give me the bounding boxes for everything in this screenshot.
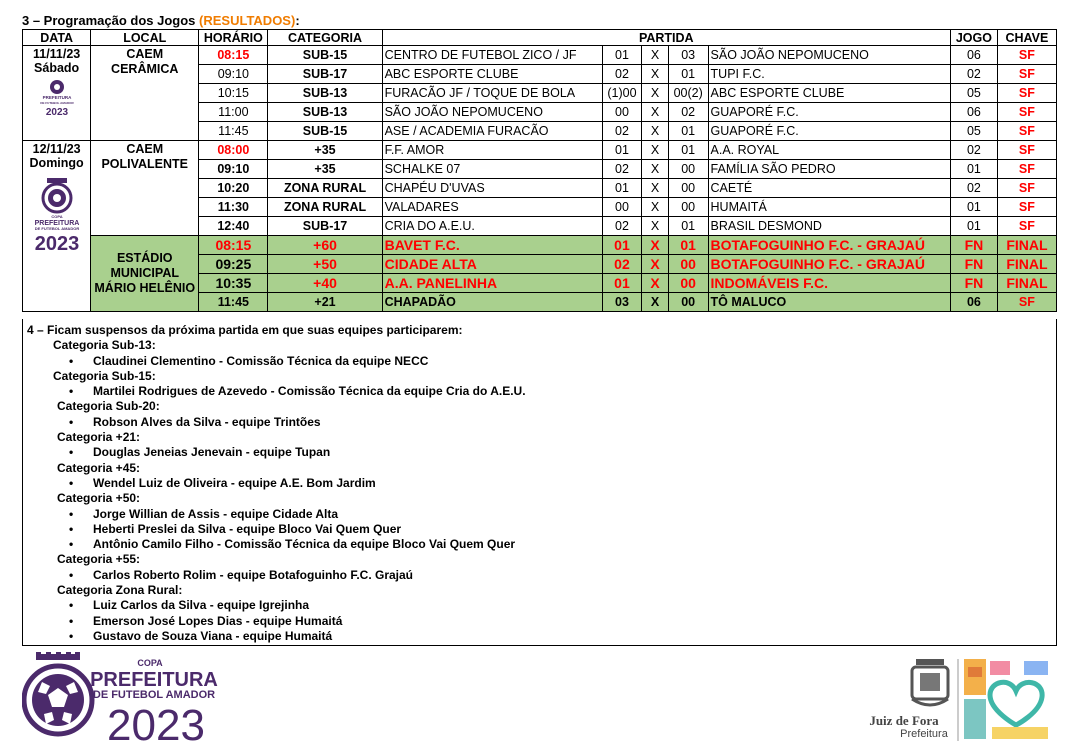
category-label: Categoria Sub-20: bbox=[57, 399, 160, 414]
home-team: ABC ESPORTE CLUBE bbox=[382, 65, 602, 84]
away-team: BRASIL DESMOND bbox=[708, 217, 950, 236]
svg-text:DE FUTEBOL AMADOR: DE FUTEBOL AMADOR bbox=[34, 226, 79, 231]
list-item: • Carlos Roberto Rolim - equipe Botafoguinho F.C. Grajaú bbox=[69, 567, 414, 582]
header-horario: HORÁRIO bbox=[199, 30, 268, 46]
game-number: 01 bbox=[950, 217, 997, 236]
svg-text:2023: 2023 bbox=[107, 701, 205, 744]
time-cell: 08:15 bbox=[199, 236, 268, 255]
svg-text:Juiz de Fora: Juiz de Fora bbox=[869, 713, 939, 728]
copa-prefeitura-logo-icon bbox=[22, 652, 252, 744]
bracket-key: SF bbox=[997, 84, 1056, 103]
header-row bbox=[23, 30, 1057, 46]
table-row bbox=[23, 141, 1057, 160]
weekday-text: Sábado bbox=[34, 61, 80, 75]
section-3-prefix: 3 – Programação dos Jogos bbox=[22, 13, 200, 28]
svg-text:2023: 2023 bbox=[34, 233, 79, 255]
home-team: ASE / ACADEMIA FURACÃO bbox=[382, 122, 602, 141]
away-team: BOTAFOGUINHO F.C. - GRAJAÚ bbox=[708, 236, 950, 255]
juiz-de-fora-logo-icon bbox=[860, 655, 1060, 743]
versus: X bbox=[642, 103, 668, 122]
category-cell: +40 bbox=[268, 274, 382, 293]
game-number: FN bbox=[950, 255, 997, 274]
home-team: CRIA DO A.E.U. bbox=[382, 217, 602, 236]
game-number: 01 bbox=[950, 198, 997, 217]
games-table bbox=[22, 29, 1057, 312]
category-label: Categoria Sub-15: bbox=[53, 368, 156, 383]
home-team: A.A. PANELINHA bbox=[382, 274, 602, 293]
away-score: 00 bbox=[668, 274, 708, 293]
time-cell: 10:15 bbox=[199, 84, 268, 103]
list-item: • Emerson José Lopes Dias - equipe Humaitá bbox=[69, 613, 343, 628]
home-score: 01 bbox=[602, 179, 642, 198]
category-cell: SUB-13 bbox=[268, 103, 382, 122]
home-team: F.F. AMOR bbox=[382, 141, 602, 160]
away-team: SÃO JOÃO NEPOMUCENO bbox=[708, 46, 950, 65]
versus: X bbox=[642, 236, 668, 255]
away-team: BOTAFOGUINHO F.C. - GRAJAÚ bbox=[708, 255, 950, 274]
home-score: 01 bbox=[602, 274, 642, 293]
home-team: SÃO JOÃO NEPOMUCENO bbox=[382, 103, 602, 122]
weekday-text: Domingo bbox=[29, 156, 84, 170]
date-cell-day2 bbox=[23, 141, 91, 312]
game-number: FN bbox=[950, 236, 997, 255]
category-cell: +35 bbox=[268, 141, 382, 160]
home-team: FURACÃO JF / TOQUE DE BOLA bbox=[382, 84, 602, 103]
game-number: 06 bbox=[950, 103, 997, 122]
category-label: Categoria +55: bbox=[57, 552, 141, 567]
away-score: 00 bbox=[668, 293, 708, 312]
away-team: GUAPORÉ F.C. bbox=[708, 122, 950, 141]
home-score: 03 bbox=[602, 293, 642, 312]
list-item: • Wendel Luiz de Oliveira - equipe A.E. Bom Jardim bbox=[69, 475, 376, 490]
away-score: 00 bbox=[668, 255, 708, 274]
time-cell: 10:35 bbox=[199, 274, 268, 293]
bracket-key: SF bbox=[997, 198, 1056, 217]
table-row bbox=[23, 236, 1057, 255]
versus: X bbox=[642, 198, 668, 217]
home-score: (1)00 bbox=[602, 84, 642, 103]
bracket-key: SF bbox=[997, 46, 1056, 65]
list-item: • Antônio Camilo Filho - Comissão Técnica da equipe Bloco Vai Quem Quer bbox=[69, 537, 516, 552]
category-label: Categoria Sub-13: bbox=[53, 338, 156, 353]
bracket-key: SF bbox=[997, 179, 1056, 198]
header-chave: CHAVE bbox=[997, 30, 1056, 46]
time-cell: 10:20 bbox=[199, 179, 268, 198]
home-team: CHAPADÃO bbox=[382, 293, 602, 312]
copa-logo-small-icon bbox=[37, 77, 77, 119]
home-team: CENTRO DE FUTEBOL ZICO / JF bbox=[382, 46, 602, 65]
home-score: 00 bbox=[602, 198, 642, 217]
section-3-highlight: (RESULTADOS) bbox=[199, 13, 296, 28]
svg-text:PREFEITURA: PREFEITURA bbox=[90, 669, 218, 691]
time-cell: 12:40 bbox=[199, 217, 268, 236]
time-cell: 11:30 bbox=[199, 198, 268, 217]
table-row bbox=[23, 46, 1057, 65]
home-score: 02 bbox=[602, 255, 642, 274]
local-cell-ceramica: CAEM CERÂMICA bbox=[91, 46, 199, 141]
header-partida: PARTIDA bbox=[382, 30, 950, 46]
time-cell: 11:00 bbox=[199, 103, 268, 122]
svg-text:PREFEITURA: PREFEITURA bbox=[34, 220, 79, 227]
game-number: 02 bbox=[950, 179, 997, 198]
bracket-key: SF bbox=[997, 103, 1056, 122]
away-score: 01 bbox=[668, 65, 708, 84]
away-score: 01 bbox=[668, 217, 708, 236]
away-team: HUMAITÁ bbox=[708, 198, 950, 217]
versus: X bbox=[642, 293, 668, 312]
game-number: 05 bbox=[950, 84, 997, 103]
bracket-key: SF bbox=[997, 293, 1056, 312]
svg-text:COPA: COPA bbox=[50, 214, 63, 219]
category-cell: ZONA RURAL bbox=[268, 198, 382, 217]
bracket-key: FINAL bbox=[997, 236, 1056, 255]
category-label: Categoria +45: bbox=[57, 460, 141, 475]
home-team: SCHALKE 07 bbox=[382, 160, 602, 179]
local-cell-estadio: ESTÁDIO MUNICIPAL MÁRIO HELÊNIO bbox=[91, 236, 199, 312]
away-team: INDOMÁVEIS F.C. bbox=[708, 274, 950, 293]
away-team: ABC ESPORTE CLUBE bbox=[708, 84, 950, 103]
away-team: GUAPORÉ F.C. bbox=[708, 103, 950, 122]
category-cell: +21 bbox=[268, 293, 382, 312]
home-score: 01 bbox=[602, 46, 642, 65]
away-score: 00 bbox=[668, 198, 708, 217]
header-data: DATA bbox=[23, 30, 91, 46]
category-cell: SUB-15 bbox=[268, 46, 382, 65]
bracket-key: FINAL bbox=[997, 274, 1056, 293]
versus: X bbox=[642, 84, 668, 103]
home-score: 01 bbox=[602, 141, 642, 160]
versus: X bbox=[642, 179, 668, 198]
versus: X bbox=[642, 160, 668, 179]
category-cell: SUB-15 bbox=[268, 122, 382, 141]
local-cell-polivalente: CAEM POLIVALENTE bbox=[91, 141, 199, 236]
svg-text:COPA: COPA bbox=[137, 658, 163, 668]
home-score: 02 bbox=[602, 65, 642, 84]
away-team: A.A. ROYAL bbox=[708, 141, 950, 160]
section-4-title: 4 – Ficam suspensos da próxima partida em que suas equipes participarem: bbox=[27, 323, 463, 337]
time-cell: 09:10 bbox=[199, 65, 268, 84]
versus: X bbox=[642, 141, 668, 160]
date-cell-day1 bbox=[23, 46, 91, 141]
away-score: 01 bbox=[668, 122, 708, 141]
time-cell: 11:45 bbox=[199, 293, 268, 312]
game-number: 06 bbox=[950, 46, 997, 65]
away-team: CAETÉ bbox=[708, 179, 950, 198]
away-score: 00 bbox=[668, 179, 708, 198]
home-score: 00 bbox=[602, 103, 642, 122]
list-item: • Luiz Carlos da Silva - equipe Igrejinha bbox=[69, 598, 310, 613]
svg-text:Prefeitura: Prefeitura bbox=[900, 728, 948, 740]
bracket-key: SF bbox=[997, 141, 1056, 160]
date-text: 12/11/23 bbox=[32, 142, 81, 156]
bracket-key: SF bbox=[997, 217, 1056, 236]
bracket-key: FINAL bbox=[997, 255, 1056, 274]
away-score: 00 bbox=[668, 160, 708, 179]
svg-text:DE FUTEBOL AMADOR: DE FUTEBOL AMADOR bbox=[92, 689, 216, 701]
category-cell: SUB-17 bbox=[268, 65, 382, 84]
svg-text:PREFEITURA: PREFEITURA bbox=[42, 95, 72, 100]
home-team: VALADARES bbox=[382, 198, 602, 217]
away-score: 01 bbox=[668, 141, 708, 160]
away-team: TUPI F.C. bbox=[708, 65, 950, 84]
game-number: 02 bbox=[950, 65, 997, 84]
category-cell: ZONA RURAL bbox=[268, 179, 382, 198]
header-categoria: CATEGORIA bbox=[268, 30, 382, 46]
category-cell: SUB-13 bbox=[268, 84, 382, 103]
away-score: 00(2) bbox=[668, 84, 708, 103]
time-cell: 11:45 bbox=[199, 122, 268, 141]
svg-text:2023: 2023 bbox=[45, 107, 68, 118]
game-number: FN bbox=[950, 274, 997, 293]
list-item: • Heberti Preslei da Silva - equipe Bloco Vai Quem Quer bbox=[69, 521, 402, 536]
bracket-key: SF bbox=[997, 65, 1056, 84]
home-team: CIDADE ALTA bbox=[382, 255, 602, 274]
section-3-title bbox=[22, 13, 300, 28]
time-cell: 08:00 bbox=[199, 141, 268, 160]
category-cell: +60 bbox=[268, 236, 382, 255]
category-label: Categoria Zona Rural: bbox=[57, 583, 183, 598]
home-score: 01 bbox=[602, 236, 642, 255]
versus: X bbox=[642, 65, 668, 84]
game-number: 05 bbox=[950, 122, 997, 141]
away-score: 02 bbox=[668, 103, 708, 122]
home-score: 02 bbox=[602, 217, 642, 236]
game-number: 01 bbox=[950, 160, 997, 179]
bracket-key: SF bbox=[997, 160, 1056, 179]
game-number: 02 bbox=[950, 141, 997, 160]
time-cell: 08:15 bbox=[199, 46, 268, 65]
list-item: • Robson Alves da Silva - equipe Trintões bbox=[69, 414, 321, 429]
list-item: • Martilei Rodrigues de Azevedo - Comissão Técnica da equipe Cria do A.E.U. bbox=[69, 384, 526, 399]
section-3-suffix: : bbox=[295, 13, 300, 28]
versus: X bbox=[642, 217, 668, 236]
home-score: 02 bbox=[602, 122, 642, 141]
versus: X bbox=[642, 46, 668, 65]
game-number: 06 bbox=[950, 293, 997, 312]
suspensions-section bbox=[22, 319, 1057, 646]
versus: X bbox=[642, 255, 668, 274]
list-item: • Claudinei Clementino - Comissão Técnica da equipe NECC bbox=[69, 353, 429, 368]
away-team: FAMÍLIA SÃO PEDRO bbox=[708, 160, 950, 179]
category-cell: +50 bbox=[268, 255, 382, 274]
city-crest-icon bbox=[912, 659, 948, 705]
list-item: • Gustavo de Souza Viana - equipe Humaitá bbox=[69, 628, 333, 643]
home-score: 02 bbox=[602, 160, 642, 179]
category-cell: SUB-17 bbox=[268, 217, 382, 236]
svg-text:DE FUTEBOL AMADOR: DE FUTEBOL AMADOR bbox=[39, 101, 74, 105]
home-team: BAVET F.C. bbox=[382, 236, 602, 255]
category-cell: +35 bbox=[268, 160, 382, 179]
category-label: Categoria +50: bbox=[57, 491, 141, 506]
versus: X bbox=[642, 122, 668, 141]
away-score: 03 bbox=[668, 46, 708, 65]
list-item: • Douglas Jeneias Jenevain - equipe Tupan bbox=[69, 445, 331, 460]
city-emblem-icon bbox=[964, 659, 1048, 739]
category-label: Categoria +21: bbox=[57, 430, 141, 445]
date-text: 11/11/23 bbox=[32, 47, 81, 61]
home-team: CHAPÉU D'UVAS bbox=[382, 179, 602, 198]
versus: X bbox=[642, 274, 668, 293]
copa-logo-icon bbox=[27, 172, 87, 256]
away-score: 01 bbox=[668, 236, 708, 255]
time-cell: 09:10 bbox=[199, 160, 268, 179]
list-item: • Jorge Willian de Assis - equipe Cidade Alta bbox=[69, 506, 339, 521]
time-cell: 09:25 bbox=[199, 255, 268, 274]
header-jogo: JOGO bbox=[950, 30, 997, 46]
away-team: TÔ MALUCO bbox=[708, 293, 950, 312]
bracket-key: SF bbox=[997, 122, 1056, 141]
header-local: LOCAL bbox=[91, 30, 199, 46]
